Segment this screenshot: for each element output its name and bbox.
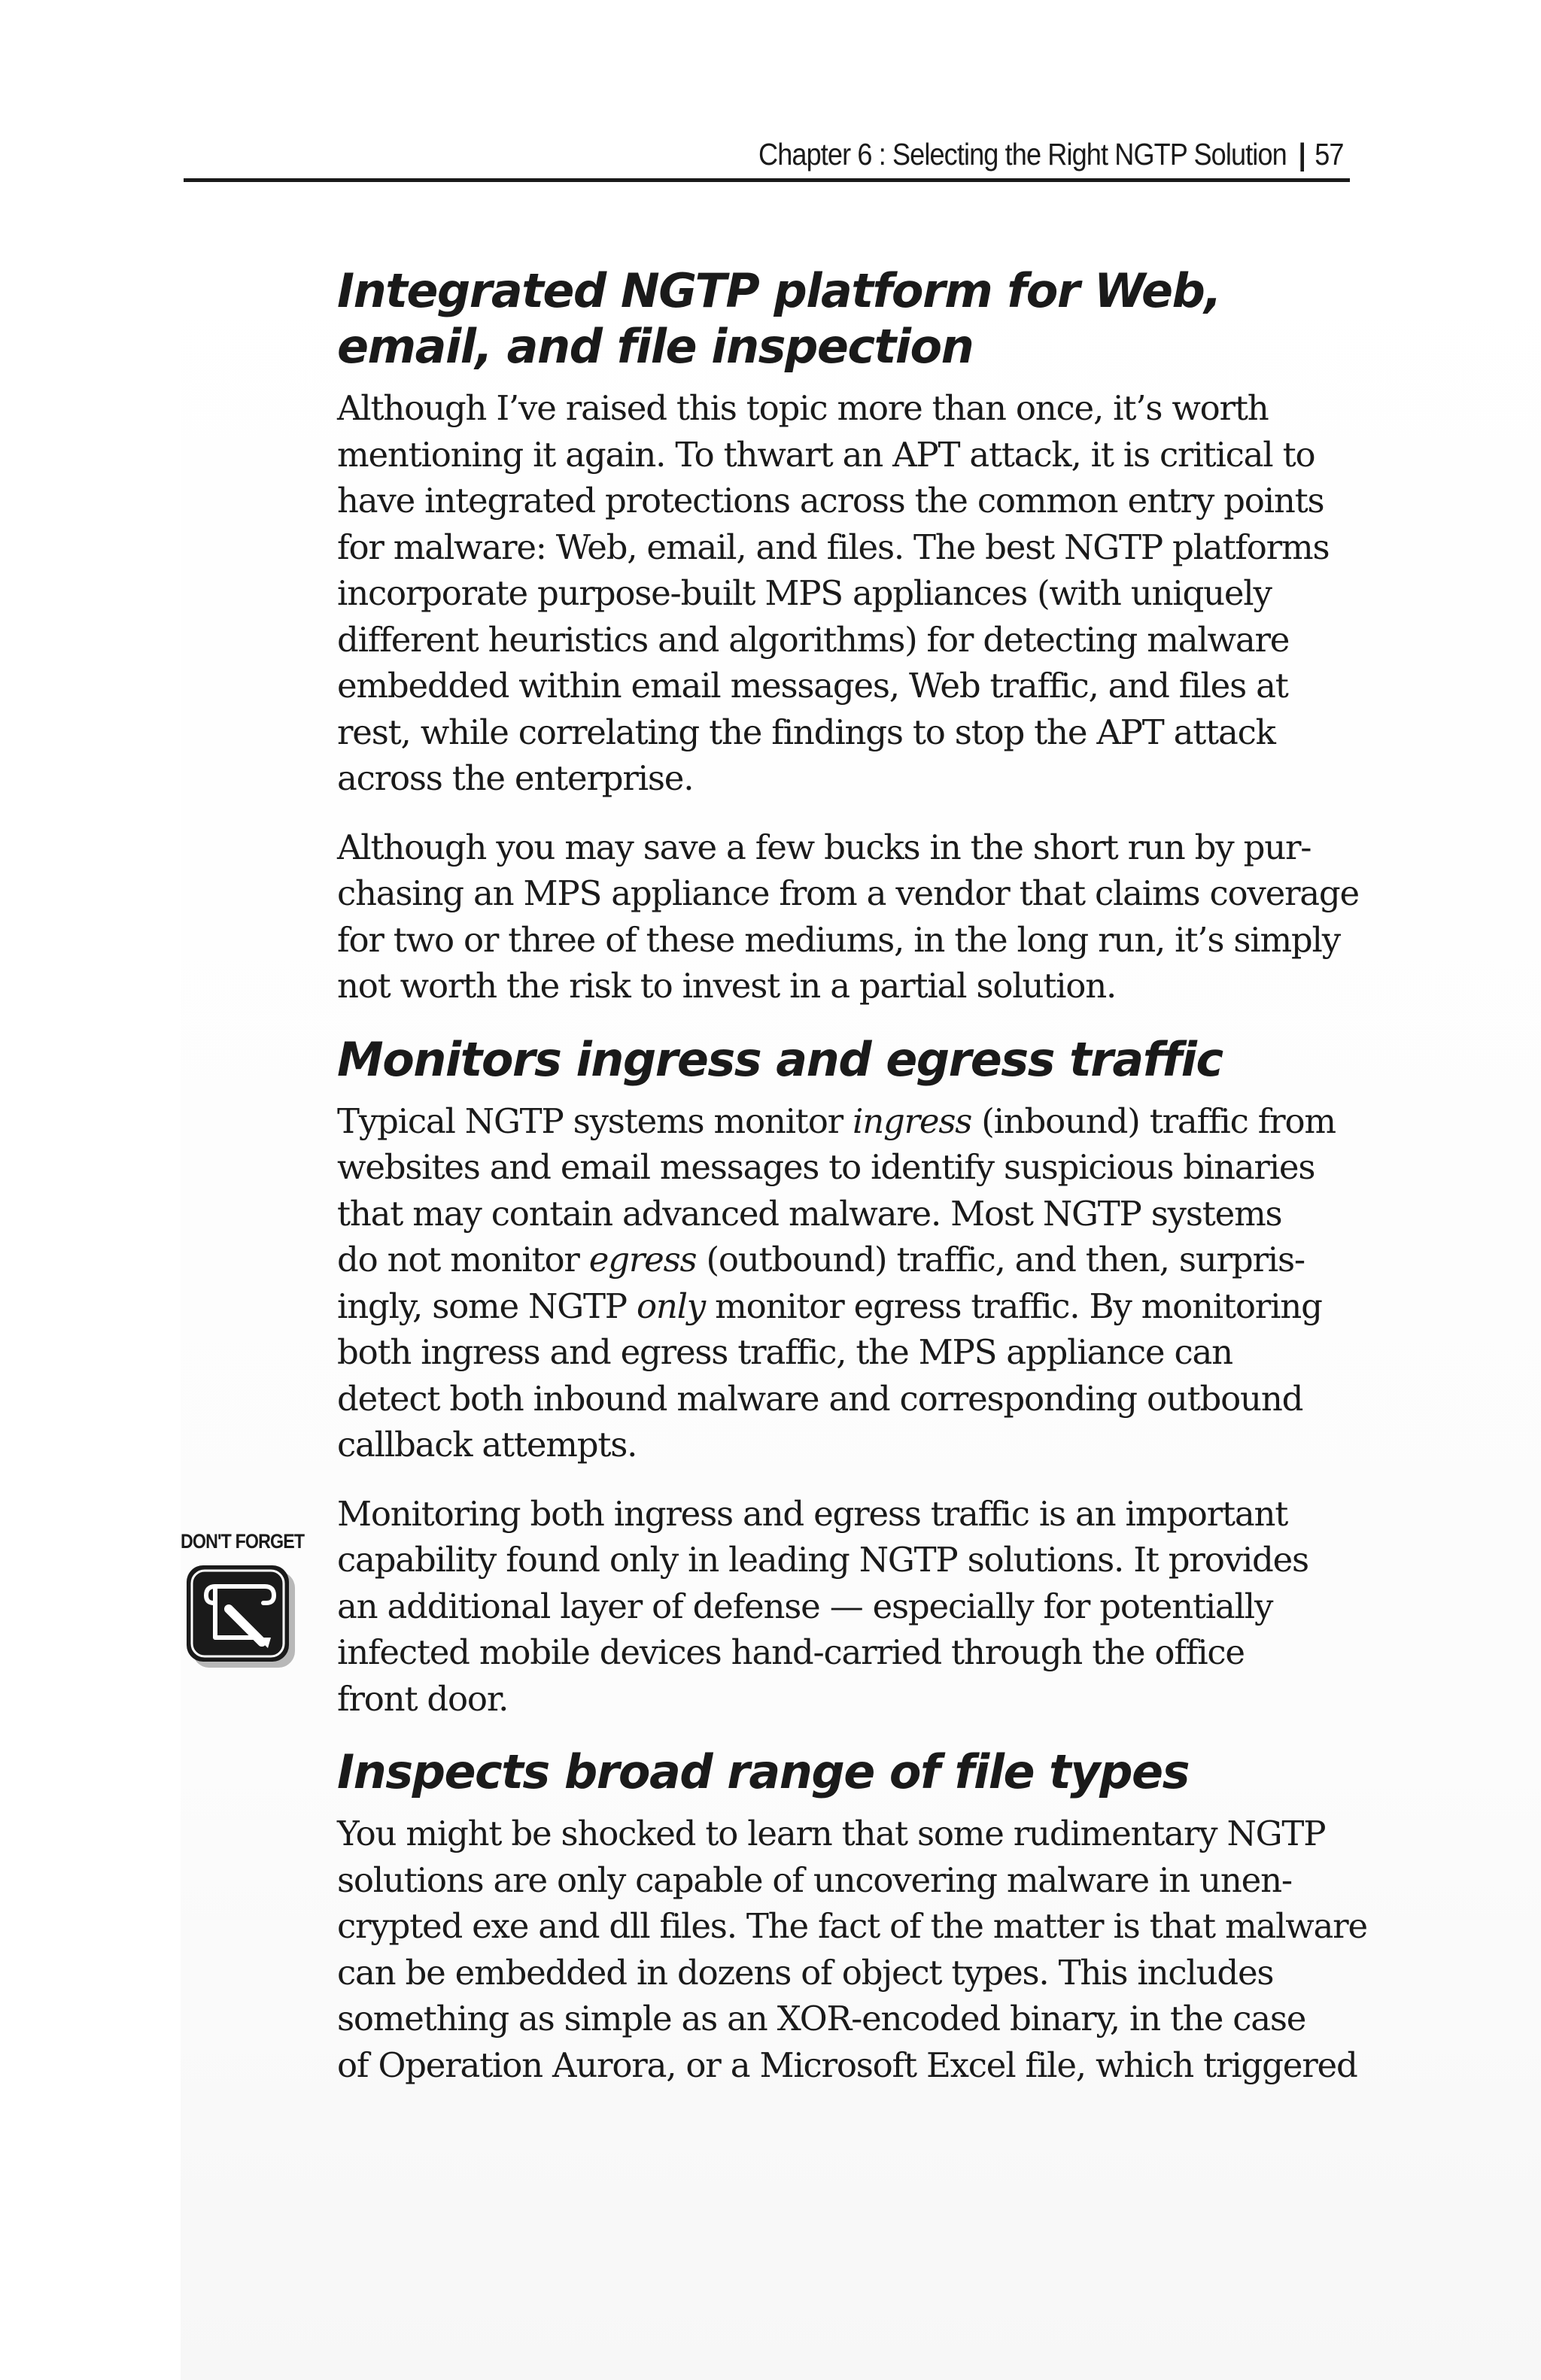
text-run: Typical NGTP systems monitor — [337, 1100, 853, 1141]
paragraph — [337, 1098, 1360, 1468]
text-line: an additional layer of defense — especially for potentially — [337, 1586, 1273, 1626]
text-run: (inbound) traffic from — [971, 1100, 1336, 1141]
text-line — [337, 1237, 1360, 1283]
chapter-title: Chapter 6 : Selecting the Right NGTP Solution — [758, 137, 1287, 172]
text-run: do not monitor — [337, 1240, 589, 1280]
paragraph — [337, 824, 1360, 1009]
text-line: for malware: Web, email, and files. The best NGTP platforms — [337, 527, 1330, 567]
text-line: have integrated protections across the common entry points — [337, 481, 1324, 521]
text-line: not worth the risk to invest in a partial solution. — [337, 966, 1117, 1006]
text-line: something as simple as an XOR-encoded binary, in the case — [337, 1999, 1306, 2038]
text-line: can be embedded in dozens of object types. This includes — [337, 1952, 1274, 1993]
text-line: detect both inbound malware and corresponding outbound — [337, 1378, 1303, 1419]
page-number: 57 — [1315, 137, 1344, 172]
text-line: callback attempts. — [337, 1425, 637, 1465]
section-heading-ingress-egress — [337, 1032, 1360, 1088]
text-line: front door. — [337, 1678, 509, 1719]
dont-forget-paragraph — [337, 1491, 1360, 1723]
text-line: across the enterprise. — [337, 758, 694, 798]
italic-term-ingress: ingress — [853, 1100, 972, 1141]
dont-forget-callout — [181, 1530, 305, 1673]
text-line: solutions are only capable of uncovering malware in unen- — [337, 1859, 1292, 1900]
text-line: mentioning it again. To thwart an APT attack, it is critical to — [337, 434, 1315, 475]
heading-line: Monitors ingress and egress traffic — [337, 1031, 1223, 1087]
text-line: websites and email messages to identify suspicious binaries — [337, 1147, 1315, 1187]
dont-forget-icon — [185, 1564, 301, 1673]
text-line: that may contain advanced malware. Most NGTP systems — [337, 1193, 1282, 1234]
text-run: monitor egress traffic. By monitoring — [705, 1286, 1322, 1326]
text-line: for two or three of these mediums, in the long run, it’s simply — [337, 919, 1340, 960]
text-line — [337, 1283, 1360, 1330]
header-separator: | — [1299, 137, 1306, 172]
text-line: Monitoring both ingress and egress traffic is an important — [337, 1493, 1288, 1534]
text-line: Although you may save a few bucks in the short run by pur- — [337, 827, 1312, 867]
callout-label: DON'T FORGET — [181, 1530, 305, 1553]
running-head-text — [758, 137, 1344, 172]
italic-term-only: only — [636, 1286, 706, 1326]
text-line: of Operation Aurora, or a Microsoft Excel file, which triggered — [337, 2045, 1357, 2085]
text-line: embedded within email messages, Web traffic, and files at — [337, 666, 1288, 706]
text-line: You might be shocked to learn that some rudimentary NGTP — [337, 1814, 1326, 1853]
running-head — [184, 128, 1350, 182]
text-line: capability found only in leading NGTP solutions. It provides — [337, 1540, 1308, 1580]
text-line: rest, while correlating the findings to stop the APT attack — [337, 712, 1275, 752]
paragraph — [337, 385, 1360, 802]
section-heading-file-types — [337, 1744, 1360, 1800]
section-heading-integrated-platform — [337, 263, 1360, 375]
text-line: infected mobile devices hand-carried through the office — [337, 1632, 1245, 1672]
text-line: different heuristics and algorithms) for detecting malware — [337, 619, 1290, 660]
heading-line: Integrated NGTP platform for Web, — [337, 263, 1221, 318]
text-line: chasing an MPS appliance from a vendor that claims coverage — [337, 873, 1359, 913]
text-line: both ingress and egress traffic, the MPS appliance can — [337, 1332, 1232, 1372]
page-body — [337, 263, 1367, 2088]
text-line: incorporate purpose-built MPS appliances (with uniquely — [337, 573, 1272, 613]
paragraph — [337, 1811, 1367, 2088]
text-line: crypted exe and dll files. The fact of the matter is that malware — [337, 1906, 1367, 1946]
text-line: Although I’ve raised this topic more than once, it’s worth — [337, 388, 1269, 428]
heading-line: Inspects broad range of file types — [337, 1744, 1189, 1799]
italic-term-egress: egress — [588, 1240, 697, 1280]
heading-line: email, and file inspection — [337, 319, 974, 374]
text-run: (outbound) traffic, and then, surpris- — [696, 1240, 1305, 1280]
text-line — [337, 1098, 1360, 1145]
text-run: ingly, some NGTP — [337, 1286, 637, 1326]
